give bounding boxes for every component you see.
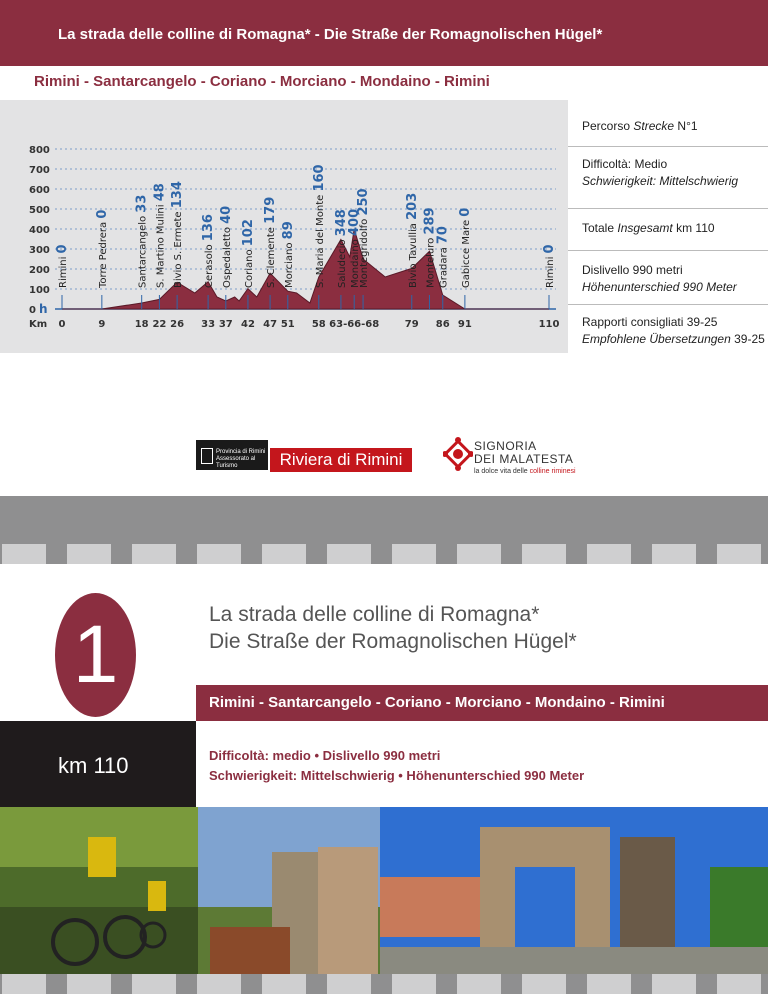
y-unit-label: h [39, 302, 48, 316]
cyclists-photo [0, 807, 198, 974]
place-label: Bivio Tavullia 203 [404, 192, 420, 288]
x-tick-label: 22 [152, 319, 167, 330]
x-tick-label: 110 [538, 319, 560, 330]
place-altitude: 134 [170, 181, 186, 209]
place-altitude: 179 [263, 196, 279, 224]
place-label: S. Clemente 179 [263, 196, 279, 288]
x-tick-label: 51 [280, 319, 295, 330]
x-tick-label: 9 [98, 319, 106, 330]
place-label: Santarcangelo 33 [134, 194, 150, 288]
info-difficolta: Difficoltà: Medio Schwierigkeit: Mittelschwierig [582, 157, 739, 188]
cover-difficulty: Difficoltà: medio • Dislivello 990 metri Schwierigkeit: Mittelschwierig • Höhenunterschied 990 Meter [209, 748, 585, 783]
place-altitude: 289 [422, 207, 438, 235]
y-tick-label: 400 [29, 225, 50, 236]
info-dislivello: Dislivello 990 metri Höhenunterschied 990 Meter [582, 263, 737, 294]
photo-strip [0, 807, 768, 974]
provincia-logo: Provincia di Rimini Assessorato al Turismo [196, 440, 268, 470]
y-tick-label: 100 [29, 285, 50, 296]
place-label: S. Martino Mulini 48 [152, 183, 168, 288]
place-label: Monteluro 289 [422, 207, 438, 288]
place-label: Bivio S. Ermete 134 [170, 181, 186, 288]
place-label: Morciano 89 [280, 221, 296, 288]
route-number-badge: 1 [55, 593, 136, 717]
x-unit-label: Km [29, 319, 48, 330]
y-tick-label: 700 [29, 165, 50, 176]
grey-band [0, 496, 768, 544]
place-altitude: 400 [347, 208, 363, 237]
x-tick-label: 79 [404, 319, 419, 330]
x-tick-label: 26 [170, 319, 185, 330]
place-altitude: 0 [55, 244, 70, 254]
x-tick-label: 86 [435, 319, 450, 330]
place-altitude: 70 [435, 226, 451, 245]
y-tick-label: 300 [29, 245, 50, 256]
cover-title-it: La strada delle colline di Romagna* [209, 603, 540, 626]
x-tick-label: 33 [201, 319, 216, 330]
coat-of-arms-icon [201, 448, 213, 464]
place-altitude: 250 [356, 188, 372, 216]
x-tick-label: 58 [311, 319, 326, 330]
signoria-logo: SIGNORIA DEI MALATESTA la dolce vita delle colline riminesi [474, 439, 576, 475]
info-percorso: Percorso Strecke N°1 [582, 119, 698, 133]
place-altitude: 40 [218, 205, 234, 224]
place-altitude: 348 [333, 209, 349, 237]
place-label: Mondaino 400 [347, 208, 363, 288]
info-totale: Totale Insgesamt km 110 [582, 221, 715, 235]
info-rapporti: Rapporti consigliati 39-25 Empfohlene Übersetzungen 39-25 [582, 315, 765, 346]
route-title: Rimini - Santarcangelo - Coriano - Morciano - Mondaino - Rimini [34, 73, 490, 90]
y-tick-label: 0 [29, 305, 36, 316]
place-altitude: 160 [311, 164, 327, 192]
y-tick-label: 800 [29, 145, 50, 156]
place-altitude: 203 [404, 192, 420, 220]
elevation-profile-panel [0, 100, 568, 353]
place-altitude: 102 [240, 219, 256, 247]
place-altitude: 0 [457, 207, 473, 217]
place-altitude: 0 [94, 209, 110, 219]
place-label: Montegridolfo 250 [356, 188, 372, 288]
place-label: Gradara 70 [435, 226, 451, 288]
signoria-rose-icon [443, 437, 473, 471]
arch-photo [380, 807, 768, 974]
place-label: Rimini 0 [542, 244, 557, 288]
y-tick-label: 600 [29, 185, 50, 196]
x-tick-label: 63-66-68 [329, 319, 380, 330]
place-label: Coriano 102 [240, 219, 256, 288]
x-tick-label: 0 [58, 319, 66, 330]
x-tick-label: 42 [240, 319, 255, 330]
y-tick-label: 200 [29, 265, 50, 276]
cover-route-bar: Rimini - Santarcangelo - Coriano - Morciano - Mondaino - Rimini [196, 685, 768, 721]
place-label: Ospedaletto 40 [218, 205, 234, 288]
riviera-logo: Riviera di Rimini [270, 448, 412, 472]
place-label: S. Maria del Monte 160 [311, 164, 327, 288]
place-altitude: 136 [201, 214, 217, 242]
x-tick-label: 91 [457, 319, 472, 330]
place-altitude: 0 [542, 244, 557, 254]
place-label: Saludecio 348 [333, 209, 349, 288]
elevation-chart [0, 100, 568, 353]
place-label: Torre Pedrera 0 [94, 209, 110, 288]
castle-photo [198, 807, 380, 974]
y-tick-label: 500 [29, 205, 50, 216]
cover-title-de: Die Straße der Romagnolischen Hügel* [209, 630, 577, 653]
place-label: Gabicce Mare 0 [457, 207, 473, 288]
header-title: La strada delle colline di Romagna* - Die Straße der Romagnolischen Hügel* [58, 26, 603, 43]
distance-box: km 110 [0, 721, 196, 807]
place-label: Rimini 0 [55, 244, 70, 288]
place-altitude: 48 [152, 183, 168, 202]
x-tick-label: 18 [134, 319, 149, 330]
place-altitude: 33 [134, 194, 150, 213]
route-info-panel [568, 100, 768, 353]
place-altitude: 89 [280, 221, 296, 240]
header-bar [0, 0, 768, 66]
place-label: Cerasolo 136 [201, 214, 217, 288]
x-tick-label: 37 [218, 319, 233, 330]
x-tick-label: 47 [263, 319, 278, 330]
